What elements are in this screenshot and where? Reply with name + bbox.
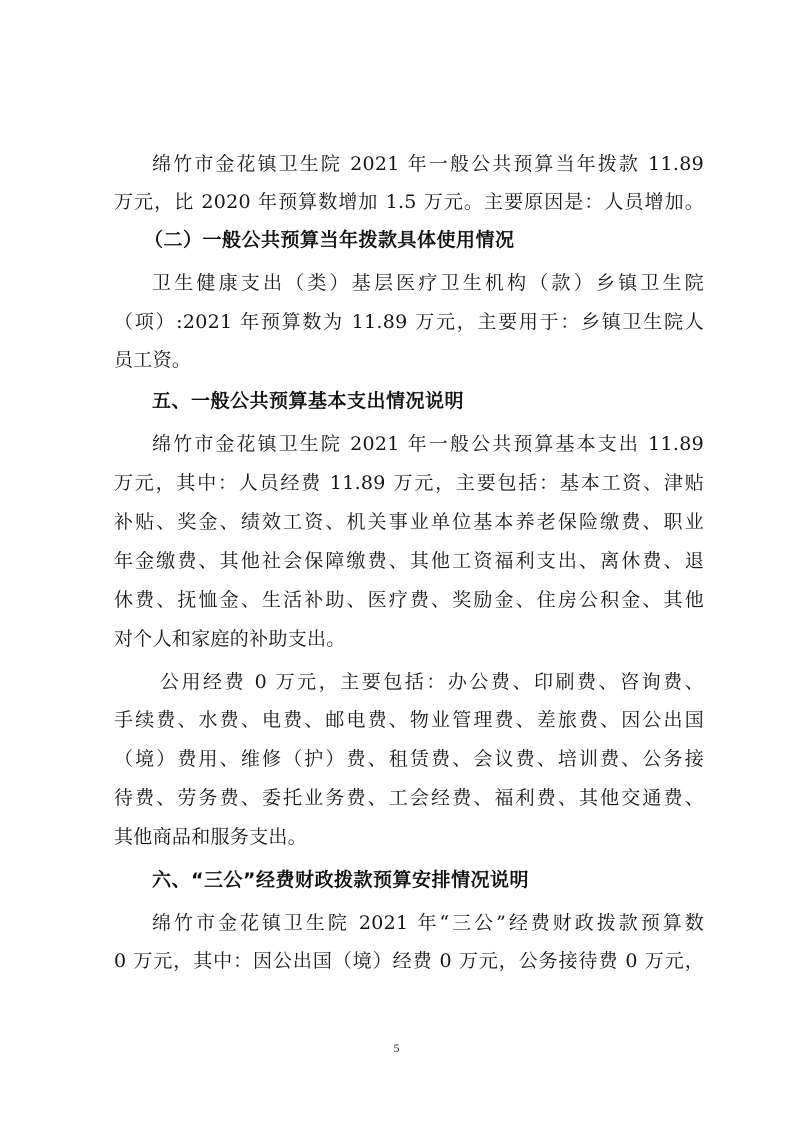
paragraph-line: 万元，其中：人员经费 11.89 万元，主要包括：基本工资、津贴 — [114, 472, 704, 494]
paragraph-line: 补贴、奖金、绩效工资、机关事业单位基本养老保险缴费、职业 — [114, 511, 704, 533]
paragraph-line: 绵竹市金花镇卫生院 2021 年“三公”经费财政拨款预算数 — [152, 912, 704, 934]
paragraph-line: 卫生健康支出（类）基层医疗卫生机构（款）乡镇卫生院 — [152, 272, 704, 294]
section-heading: （二）一般公共预算当年拨款具体使用情况 — [144, 229, 515, 251]
paragraph-line: 员工资。 — [114, 349, 192, 371]
paragraph-line: 休费、抚恤金、生活补助、医疗费、奖励金、住房公积金、其他 — [114, 589, 704, 611]
paragraph-line: 其他商品和服务支出。 — [114, 826, 308, 848]
paragraph-line: 对个人和家庭的补助支出。 — [114, 628, 346, 650]
paragraph-line: （境）费用、维修（护）费、租赁费、会议费、培训费、公务接 — [114, 748, 704, 770]
paragraph-line: 绵竹市金花镇卫生院 2021 年一般公共预算当年拨款 11.89 — [152, 153, 704, 175]
paragraph-line: 0 万元，其中：因公出国（境）经费 0 万元，公务接待费 0 万元， — [114, 950, 704, 972]
paragraph-line: 绵竹市金花镇卫生院 2021 年一般公共预算基本支出 11.89 — [152, 433, 704, 455]
paragraph-line: （项）:2021 年预算数为 11.89 万元，主要用于：乡镇卫生院人 — [114, 311, 704, 333]
section-heading: 六、“三公”经费财政拨款预算安排情况说明 — [152, 869, 529, 891]
paragraph-line: 年金缴费、其他社会保障缴费、其他工资福利支出、离休费、退 — [114, 550, 704, 572]
paragraph-line: 手续费、水费、电费、邮电费、物业管理费、差旅费、因公出国 — [114, 709, 704, 731]
paragraph-line: 万元，比 2020 年预算数增加 1.5 万元。主要原因是：人员增加。 — [114, 191, 704, 213]
paragraph-line: 公用经费 0 万元，主要包括：办公费、印刷费、咨询费、 — [160, 671, 704, 693]
section-heading: 五、一般公共预算基本支出情况说明 — [152, 390, 465, 412]
page-number: 5 — [393, 1041, 400, 1055]
paragraph-line: 待费、劳务费、委托业务费、工会经费、福利费、其他交通费、 — [114, 787, 704, 809]
